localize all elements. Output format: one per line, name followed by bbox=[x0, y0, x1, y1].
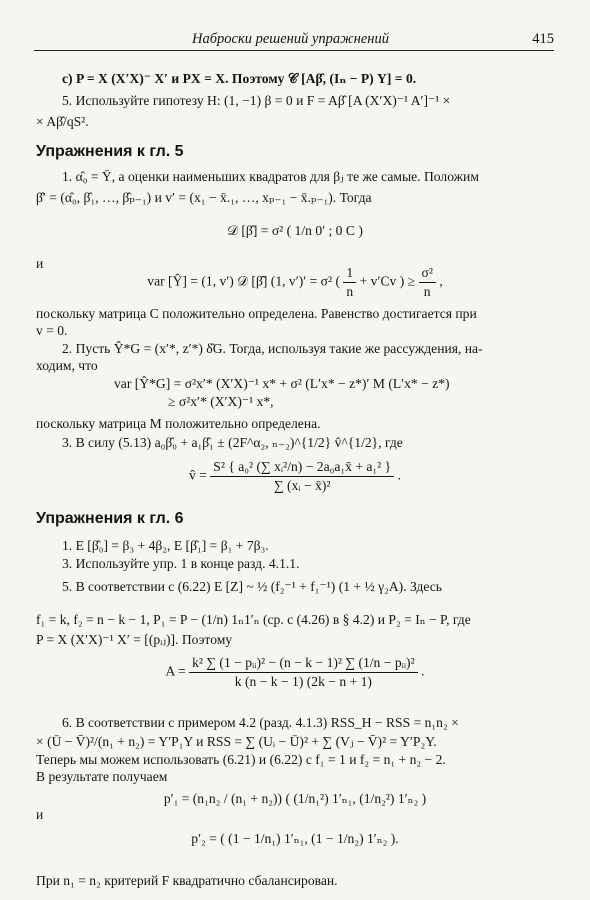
eq5-denominator: k (n − k − 1) (2k − n + 1) bbox=[234, 674, 372, 689]
equation-v-hat bbox=[0, 458, 590, 495]
ch6-exercise-6-line-3: Теперь мы можем использовать (6.21) и (6.22) с f₁ = 1 и f₂ = n₁ + n₂ − 2. bbox=[36, 752, 446, 767]
equation-covariance-matrix: 𝒟 [β̂] = σ² ( 1/n 0′ ; 0 C ) bbox=[227, 223, 363, 238]
section-heading-chapter-6: Упражнения к гл. 6 bbox=[36, 510, 184, 527]
eq4-left: v̂ = bbox=[189, 467, 207, 483]
ch5-exercise-3-line-1: 3. В силу (5.13) a₀β̂₀ + a₁β̂₁ ± (2F^α₂, ₙ₋₂)^{1/2} v̂^{1/2}, где bbox=[62, 435, 403, 450]
ch5-exercise-1-line-3: поскольку матрица C положительно определена. Равенство достигается при bbox=[36, 306, 477, 321]
eq2-fraction-2-num: σ² bbox=[419, 264, 436, 283]
ch5-exercise-2-line-2: ходим, что bbox=[36, 358, 98, 373]
ch6-exercise-6-line-1: 6. В соответствии с примером 4.2 (разд. 4.1.3) RSS_H − RSS = n₁n₂ × bbox=[62, 715, 459, 730]
ch6-exercise-3: 3. Используйте упр. 1 в конце разд. 4.1.1. bbox=[62, 556, 300, 571]
running-header bbox=[34, 30, 554, 51]
ch6-exercise-5-line-3: P = X (X′X)⁻¹ X′ = [(pᵢⱼ)]. Поэтому bbox=[36, 632, 233, 647]
eq5-fraction bbox=[189, 654, 418, 691]
ch5-exercise-2-line-1: 2. Пусть Ŷ*G = (x′*, z′*) δ̂G. Тогда, используя такие же рассуждения, на- bbox=[62, 341, 483, 356]
section-heading-chapter-5: Упражнения к гл. 5 bbox=[36, 143, 184, 160]
eq2-left: var [Ŷ] = (1, v′) 𝒟 [β̂] (1, v′)′ = σ² ( bbox=[147, 273, 340, 289]
ch5-exercise-1-line-1: 1. α̂₀ = Ȳ, а оценки наименьших квадратов для βⱼ те же самые. Положим bbox=[62, 169, 479, 184]
running-title: Наброски решений упражнений bbox=[192, 31, 389, 47]
page-number: 415 bbox=[532, 31, 554, 47]
ch6-exercise-6-line-2: × (Ū − V̄)²/(n₁ + n₂) = Y′P₁Y и RSS = ∑ (Uᵢ − Ū)² + ∑ (Vⱼ − V̄)² = Y′P₂Y. bbox=[36, 734, 437, 749]
equation-A bbox=[0, 654, 590, 691]
ch5-exercise-1-line-2: β̂′ = (α̂₀, β̂₁, …, β̂ₚ₋₁) и v′ = (x₁ − x̄.₁, …, xₚ₋₁ − x̄.ₚ₋₁). Тогда bbox=[36, 190, 372, 205]
equation-variance-y-star-line-1: var [Ŷ*G] = σ²x′* (X′X)⁻¹ x* + σ² (L′x* − z*)′ M (L′x* − z*) bbox=[114, 376, 450, 391]
ch6-closing-line: При n₁ = n₂ критерий F квадратично сбалансирован. bbox=[36, 873, 338, 888]
eq2-fraction-1 bbox=[343, 264, 356, 301]
equation-p2: p′₂ = ( (1 − 1/n₁) 1′ₙ₁, (1 − 1/n₂) 1′ₙ₂ ). bbox=[191, 831, 399, 846]
exercise-5-line-2: × Aβ̂/qS². bbox=[36, 114, 89, 129]
equation-variance-y-star-line-2: ≥ σ²x′* (X′X)⁻¹ x*, bbox=[168, 394, 274, 409]
eq2-fraction-1-den: n bbox=[346, 284, 354, 299]
eq2-end: , bbox=[439, 273, 443, 289]
eq2-fraction-1-num: 1 bbox=[343, 264, 356, 283]
ch5-exercise-1-line-4: v = 0. bbox=[36, 323, 68, 338]
eq4-numerator: S² { a₀² (∑ xᵢ²/n) − 2a₀a₁x̄ + a₁² } bbox=[210, 458, 394, 477]
eq2-fraction-2 bbox=[419, 264, 436, 301]
exercise-c-line: c) P = X (X′X)⁻ X′ и PX = X. Поэтому 𝒞 [Aβ̂, (Iₙ − P) Y] = 0. bbox=[62, 71, 417, 86]
exercise-5-line-1: 5. Используйте гипотезу H: (1, −1) β = 0 и F = Aβ̂ [A (X′X)⁻¹ A′]⁻¹ × bbox=[62, 93, 451, 108]
eq4-end: . bbox=[397, 467, 401, 483]
eq2-fraction-2-den: n bbox=[423, 284, 431, 299]
eq5-left: A = bbox=[165, 663, 186, 679]
ch6-exercise-5-line-2: f₁ = k, f₂ = n − k − 1, P₁ = P − (1/n) 1ₙ1′ₙ (ср. с (4.26) в § 4.2) и P₂ = Iₙ − P, где bbox=[36, 612, 471, 627]
conjunction-and: и bbox=[36, 256, 44, 271]
equation-p1: p′₁ = (n₁n₂ / (n₁ + n₂)) ( (1/n₁²) 1′ₙ₁, (1/n₂²) 1′ₙ₂ ) bbox=[163, 791, 427, 806]
ch6-exercise-1: 1. E [β̂₀] = β₃ + 4β₂, E [β̂₁] = β₁ + 7β₃. bbox=[62, 538, 269, 553]
eq4-denominator: ∑ (xᵢ − x̄)² bbox=[273, 478, 331, 493]
equation-variance-y-hat bbox=[0, 264, 590, 301]
ch6-exercise-5-line-1: 5. В соответствии с (6.22) E [Z] ~ ½ (f₂⁻¹ + f₁⁻¹) (1 + ½ γ₂A). Здесь bbox=[62, 579, 442, 594]
eq2-mid: + v′Cv ) ≥ bbox=[359, 273, 416, 289]
ch6-exercise-6-line-4: В результате получаем bbox=[36, 769, 168, 784]
eq4-fraction bbox=[210, 458, 394, 495]
eq5-numerator: k² ∑ (1 − pᵢᵢ)² − (n − k − 1)² ∑ (1/n − pᵢᵢ)² bbox=[189, 654, 418, 673]
conjunction-and-2: и bbox=[36, 807, 44, 822]
eq5-end: . bbox=[421, 663, 425, 679]
ch5-exercise-2-line-3: поскольку матрица M положительно определена. bbox=[36, 416, 321, 431]
